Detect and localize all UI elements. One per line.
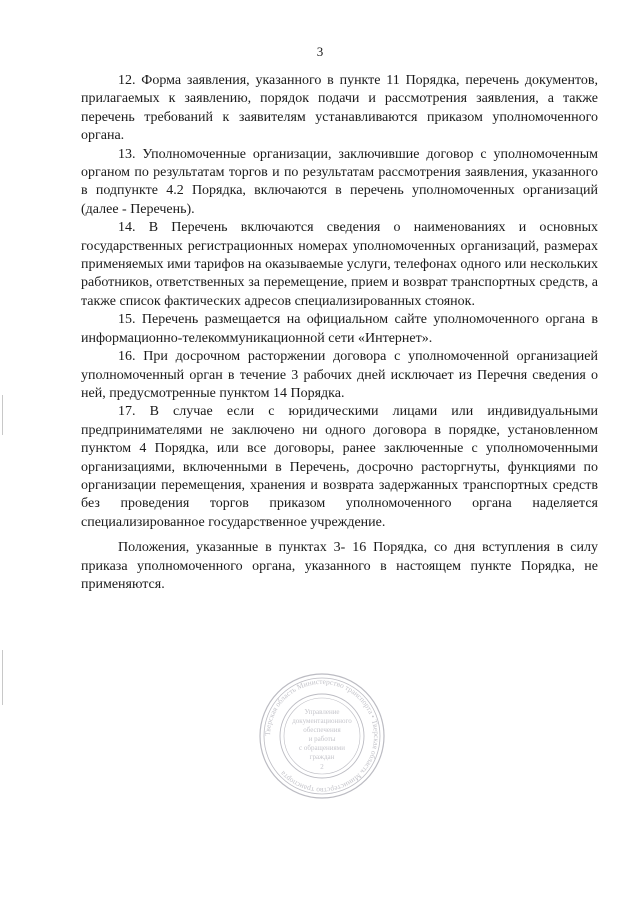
paragraph-15: 15. Перечень размещается на официальном сайте уполномоченного органа в информационно-телекоммуникационной сети «Интернет».: [81, 312, 598, 346]
scan-mark: [2, 395, 3, 435]
paragraph-12: 12. Форма заявления, указанного в пункте 11 Порядка, перечень документов, прилагаемых к заявлению, порядок подачи и рассмотрения заявления, а также перечень требований к заявителям устанавливаются приказом уполномоченного органа.: [81, 73, 598, 144]
document-body: [81, 72, 598, 594]
paragraph-17: 17. В случае если с юридическими лицами или индивидуальными предпринимателями не заключено ни одного договора в порядке, установленном пунктом 4 Порядка, или все договоры, ранее заключенные с уполномоченными организациями, включенными в Перечень, досрочно расторгнуты, функциями по организации перемещения, хранения и возврата задержанных транспортных средств без проведения торгов приказом уполномоченного органа наделяется специализированное государственное учреждение.: [81, 404, 598, 530]
svg-text:граждан: граждан: [309, 753, 335, 761]
page-number: 3: [316, 44, 324, 59]
svg-text:Управление: Управление: [304, 708, 340, 716]
paragraph-16: 16. При досрочном расторжении договора с уполномоченной организацией уполномоченный орган в течение 3 рабочих дней исключает из Перечня сведения о ней, предусмотренные пунктом 14 Порядка.: [81, 349, 598, 401]
paragraph-14: 14. В Перечень включаются сведения о наименованиях и основных государственных регистрационных номерах уполномоченных организаций, размерах применяемых ими тарифов на оказываемые услуги, телефонах одного или нескольких работников, ответственных за перемещение, прием и возврат транспортных средств, а также список фактических адресов специализированных стоянок.: [81, 220, 598, 309]
closing-paragraph: Положения, указанные в пунктах 3- 16 Порядка, со дня вступления в силу приказа уполномоченного органа, указанного в настоящем пункте Порядка, не применяются.: [81, 540, 598, 592]
paragraph-13: 13. Уполномоченные организации, заключившие договор с уполномоченным органом по результатам торгов и по результатам рассмотрения заявления, указанного в подпункте 4.2 Порядка, включаются в перечень уполномоченных организаций (далее - Перечень).: [81, 146, 598, 217]
svg-text:и работы: и работы: [308, 735, 336, 743]
svg-text:документационного: документационного: [292, 717, 352, 725]
svg-text:Тверская область Министерство: Тверская область Министерство транспорта • Тверская область Министерство транспорта: [262, 676, 382, 796]
svg-text:обеспечения: обеспечения: [303, 726, 341, 734]
scan-mark: [2, 650, 3, 705]
official-seal-icon: [258, 672, 386, 800]
svg-text:2: 2: [320, 763, 324, 771]
svg-text:с обращениями: с обращениями: [299, 744, 345, 752]
